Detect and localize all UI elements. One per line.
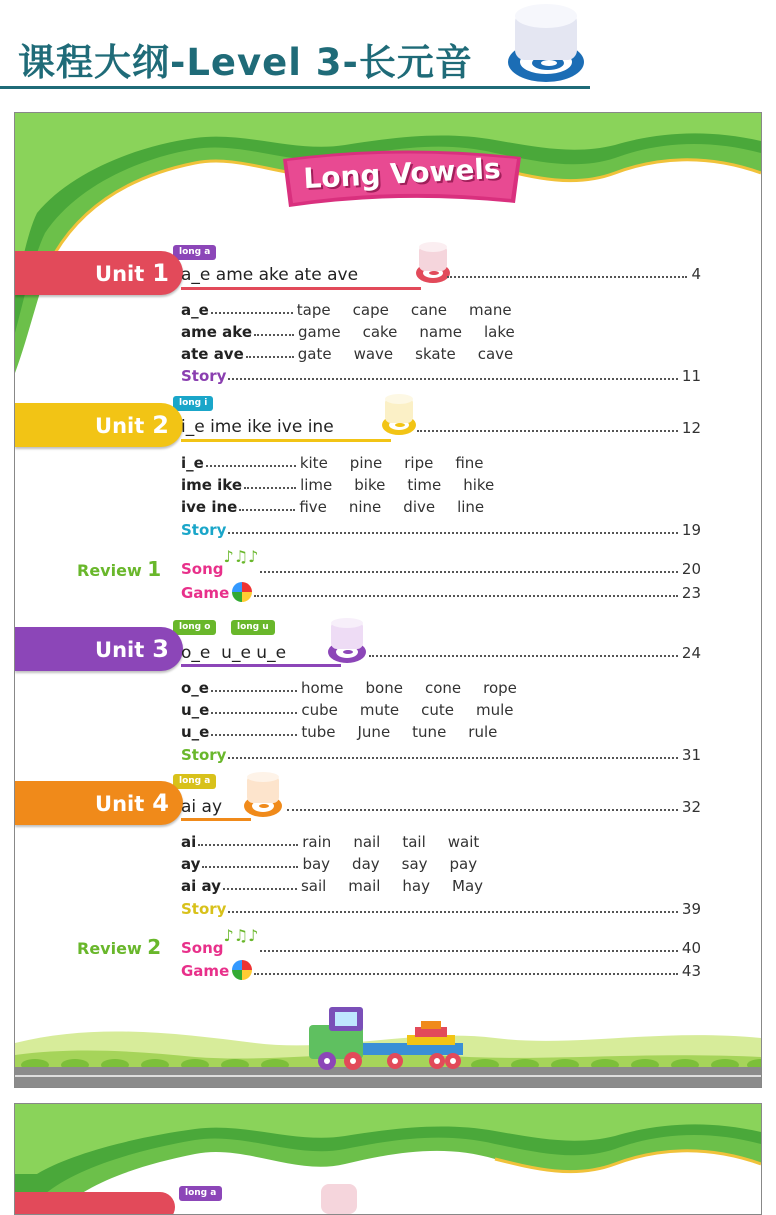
unit-2-title: i_e ime ike ive ine	[181, 417, 334, 437]
song-entry[interactable]: Song ♪♫♪ 40	[181, 926, 701, 957]
word-row: ime ike lime bike time hike	[181, 476, 495, 494]
unit-3-page: 24	[681, 644, 701, 662]
story-entry[interactable]: Story 19	[181, 521, 701, 539]
unit-tab	[15, 1192, 175, 1215]
tag-long-a: long a	[173, 245, 216, 260]
swirl-roll-icon	[321, 1184, 357, 1214]
word-row: ame ake game cake name lake	[181, 323, 515, 341]
unit-1-page: 4	[691, 265, 701, 283]
unit-4-page: 32	[681, 798, 701, 816]
tag-long-a: long a	[173, 774, 216, 789]
music-notes-icon: ♪♫♪	[223, 926, 259, 945]
page-header	[0, 0, 776, 100]
banner-title: Long Vowels	[302, 151, 502, 196]
review-1-label: Review 1	[77, 557, 162, 581]
word-row: ai ay sail mail hay May	[181, 877, 484, 895]
header-divider	[0, 86, 590, 89]
page-title: 课程大纲-Level 3-长元音	[18, 41, 473, 84]
unit-4-tab[interactable]: Unit 4	[15, 781, 183, 825]
swirl-roll-icon	[505, 2, 587, 88]
game-entry[interactable]: Game 23	[181, 584, 701, 602]
unit-2-page: 12	[681, 419, 701, 437]
contents-page	[14, 112, 762, 1088]
toy-truck-illustration	[303, 999, 471, 1071]
game-wheel-icon	[232, 582, 252, 602]
game-entry[interactable]: Game 43	[181, 962, 701, 980]
story-entry[interactable]: Story 11	[181, 367, 701, 385]
song-entry[interactable]: Song ♪♫♪ 20	[181, 547, 701, 578]
unit-4-title: ai ay	[181, 797, 223, 817]
review-2-label: Review 2	[77, 935, 162, 959]
word-row: i_e kite pine ripe fine	[181, 454, 484, 472]
swirl-roll-icon	[379, 393, 419, 439]
story-entry[interactable]: Story 31	[181, 746, 701, 764]
story-entry[interactable]: Story 39	[181, 900, 701, 918]
tag-long-u: long u	[231, 620, 275, 635]
game-wheel-icon	[232, 960, 252, 980]
word-row: u_e cube mute cute mule	[181, 701, 514, 719]
next-page-preview	[14, 1103, 762, 1215]
unit-2-tab[interactable]: Unit 2	[15, 403, 183, 447]
word-row: u_e tube June tune rule	[181, 723, 498, 741]
unit-3-tab[interactable]: Unit 3	[15, 627, 183, 671]
tag-long-a: long a	[179, 1186, 222, 1201]
word-row: ay bay day say pay	[181, 855, 478, 873]
unit-1-title: a_e ame ake ate ave	[181, 265, 359, 285]
word-row: a_e tape cape cane mane	[181, 301, 512, 319]
swirl-roll-icon	[325, 617, 369, 667]
word-row: o_e home bone cone rope	[181, 679, 517, 697]
word-row: ai rain nail tail wait	[181, 833, 480, 851]
unit-3-title: o_e u_e u_e	[181, 643, 287, 663]
unit-1-tab[interactable]: Unit 1	[15, 251, 183, 295]
word-row: ate ave gate wave skate cave	[181, 345, 514, 363]
word-row: ive ine five nine dive line	[181, 498, 485, 516]
tag-long-o: long o	[173, 620, 216, 635]
road-line	[15, 1075, 761, 1077]
music-notes-icon: ♪♫♪	[223, 547, 259, 566]
swirl-roll-icon	[241, 771, 285, 821]
tag-long-i: long i	[173, 396, 213, 411]
